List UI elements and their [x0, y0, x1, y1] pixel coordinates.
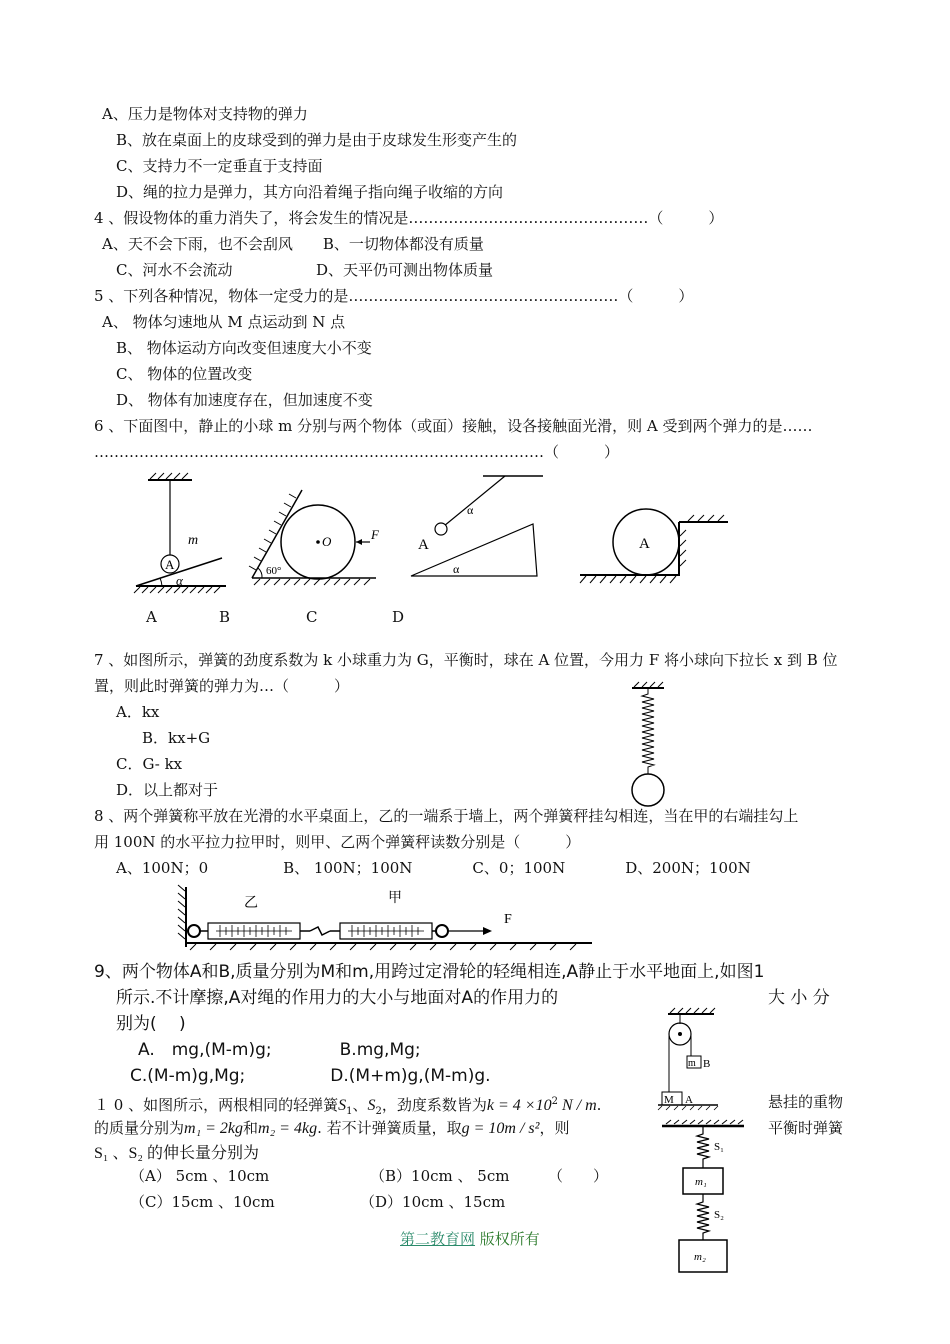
q5-option-a: A、 物体匀速地从 M 点运动到 N 点: [102, 313, 346, 331]
q6-center-label: O: [322, 534, 332, 549]
q10-m1-label: m₁: [695, 1176, 707, 1188]
q4-stem: 4 、假设物体的重力消失了，将会发生的情况是…………………………………………（ ）: [94, 209, 724, 227]
q4-option-ab: A、天不会下雨，也不会刮风 B、一切物体都没有质量: [102, 235, 484, 253]
q10-spring-s1: S: [338, 1097, 347, 1114]
q10-option-a: （A） 5cm 、10cm: [130, 1167, 270, 1185]
q10-m1-expr: m₁ = 2kg: [184, 1120, 244, 1137]
q10-option-c: （C）15cm 、10cm: [130, 1193, 275, 1211]
q7-stem-line1: 7 、如图所示，弹簧的劲度系数为 k 小球重力为 G，平衡时，球在 A 位置，今用力 F 将小球向下拉长 x 到 B 位: [94, 651, 838, 669]
q10-springs-figure: [660, 1120, 750, 1280]
q6-figure-c: [248, 484, 388, 594]
q5-option-d: D、 物体有加速度存在，但加速度不变: [116, 391, 373, 409]
q10-period: .: [596, 1096, 602, 1114]
q6-figure-step: [578, 506, 738, 586]
q6-step-ball-label: A: [639, 536, 650, 552]
q10-stiffness-text: ，劲度系数皆为: [381, 1096, 487, 1114]
q3-option-c: C、支持力不一定垂直于支持面: [116, 157, 323, 175]
q10-then: ，则: [539, 1119, 570, 1137]
q10-spring-s1-sub: 1: [346, 1106, 353, 1117]
footer-rights: 版权所有: [475, 1230, 540, 1248]
q10-s2-label: S₂: [714, 1209, 724, 1221]
q10-and: 和: [243, 1119, 259, 1137]
q10-mass-text: 的质量分别为: [94, 1119, 185, 1137]
q10-option-d: （D）10cm 、15cm: [360, 1193, 506, 1211]
q7-option-c: C．G- kx: [116, 755, 183, 773]
q5-option-c: C、 物体的位置改变: [116, 365, 253, 383]
q10-answer-paren: （ ）: [548, 1167, 609, 1185]
q7-stem-line2: 置，则此时弹簧的弹力为…（ ）: [94, 677, 350, 695]
q10-s1-label: S₁: [714, 1141, 724, 1153]
q10-line2: [94, 1118, 569, 1139]
q3-option-a: A、压力是物体对支持物的弹力: [102, 105, 308, 123]
q6-angle-label: 60°: [266, 565, 282, 577]
q8-spring-scales-figure: [172, 885, 602, 955]
q10-line1-end: 悬挂的重物: [768, 1093, 844, 1111]
footer-copyright: [400, 1228, 540, 1249]
q6-d-alpha-top: α: [467, 503, 474, 517]
q7-option-a: A．kx: [116, 703, 160, 721]
q9-option-cd: C.(M-m)g,Mg; D.(M+m)g,(M-m)g.: [130, 1066, 491, 1086]
q6-ball-label: A: [165, 557, 175, 572]
q6-alpha-label: α: [176, 573, 183, 588]
q9-stem-line1: 9、两个物体A和B,质量分别为M和m,用跨过定滑轮的轻绳相连,A静止于水平地面上,如图1: [94, 962, 765, 982]
q6-caption-d: D: [392, 608, 405, 626]
q10-intro: １ 0 、如图所示，两根相同的轻弹簧: [94, 1096, 339, 1114]
q4-option-d: D、天平仍可测出物体质量: [316, 261, 494, 279]
q7-option-d: D．以上都对于: [116, 781, 219, 799]
q10-spring-s2: S: [367, 1097, 376, 1114]
q3-option-b: B、放在桌面上的皮球受到的弹力是由于皮球发生形变产生的: [116, 131, 518, 149]
q8-jia-label: 甲: [388, 891, 402, 906]
q8-options: A、100N；0 B、 100N；100N C、0；100N D、200N；100N: [116, 859, 751, 877]
q10-g-text: . 若不计弹簧质量，取: [317, 1119, 462, 1137]
q10-k-expr: k = 4 ×10: [486, 1097, 552, 1114]
q10-option-b: （B）10cm 、 5cm: [370, 1167, 510, 1185]
q6-figure-d: [405, 470, 555, 580]
q8-stem-line2: 用 100N 的水平拉力拉甲时，则甲、乙两个弹簧秤读数分别是（ ）: [94, 833, 581, 851]
q10-line3: S₁ 、S₂ 的伸长量分别为: [94, 1145, 259, 1162]
q6-caption-c: C: [306, 608, 318, 626]
q10-sep: 、: [352, 1096, 368, 1114]
q3-option-d: D、绳的拉力是弹力，其方向沿着绳子指向绳子收缩的方向: [116, 183, 504, 201]
q7-spring-figure: [620, 682, 680, 807]
q10-k-exp: 2: [551, 1096, 558, 1107]
q9-pulley-figure: [658, 1010, 738, 1110]
q10-spring-s2-sub: 2: [375, 1106, 382, 1117]
q6-mass-label: m: [188, 533, 199, 548]
q9-mass-b-label: m: [688, 1058, 696, 1069]
q6-stem-line2: ………………………………………………………………………………（ ）: [94, 443, 620, 461]
q9-stem-line3: 别为( ): [116, 1014, 186, 1034]
q8-force-label: F: [504, 912, 512, 927]
q8-stem-line1: 8 、两个弹簧称平放在光滑的水平桌面上，乙的一端系于墙上，两个弹簧秤挂勾相连，当在甲的右端挂勾上: [94, 807, 799, 825]
q9-body-a-label: A: [685, 1094, 693, 1106]
q9-mass-a-label: M: [664, 1094, 674, 1106]
q5-option-b: B、 物体运动方向改变但速度大小不变: [116, 339, 372, 357]
q6-caption-b: B: [219, 608, 231, 626]
q4-option-c: C、河水不会流动: [116, 261, 233, 279]
footer-site-link[interactable]: 第二教育网: [400, 1230, 476, 1248]
q10-g-expr: g = 10m / s²: [461, 1120, 540, 1137]
q10-line2-end: 平衡时弹簧: [768, 1119, 844, 1137]
q10-k-unit: N / m: [557, 1097, 597, 1114]
q6-caption-a: A: [146, 608, 157, 626]
q6-force-label: F: [371, 527, 379, 542]
q9-stem-line2: 所示.不计摩擦,A对绳的作用力的大小与地面对A的作用力的: [116, 988, 559, 1008]
q7-option-b: B．kx+G: [142, 729, 211, 747]
q6-stem-line1: 6 、下面图中，静止的小球 m 分别与两个物体（或面）接触，设各接触面光滑，则 A 受到两个弹力的是……: [94, 417, 813, 435]
q5-stem: 5 、下列各种情况，物体一定受力的是………………………………………………（ ）: [94, 287, 694, 305]
q10-m2-label: m₂: [694, 1251, 706, 1263]
q6-d-ball-label: A: [418, 537, 429, 553]
q9-stem-line2-end: 大 小 分: [768, 988, 830, 1008]
q8-yi-label: 乙: [244, 896, 258, 911]
q9-body-b-label: B: [703, 1058, 711, 1070]
q10-m2-expr: m₂ = 4kg: [258, 1120, 318, 1137]
q6-d-alpha-bottom: α: [453, 562, 460, 576]
q6-figure-ab: [130, 472, 230, 592]
q9-option-ab: A. mg,(M-m)g; B.mg,Mg;: [138, 1040, 421, 1060]
